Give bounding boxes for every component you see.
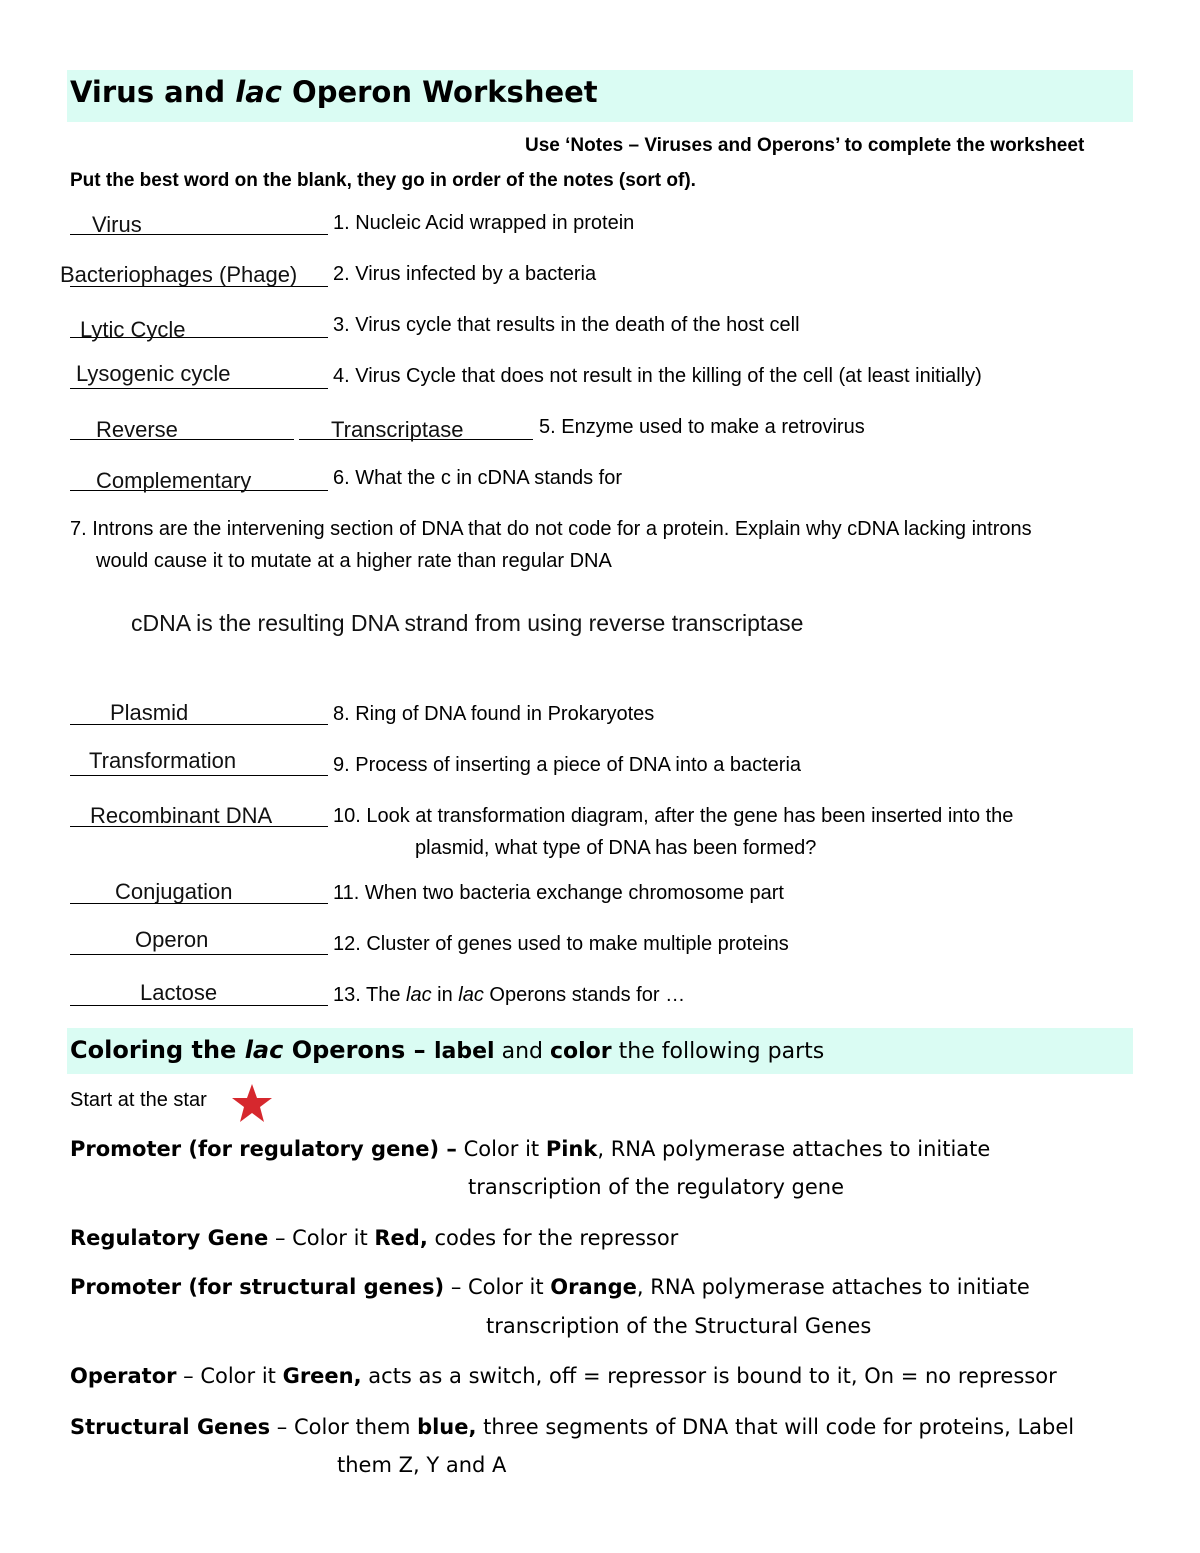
- answer-2: Bacteriophages (Phage): [60, 262, 298, 287]
- answer-3: Lytic Cycle: [80, 317, 186, 342]
- part-promoter-regulatory-line2: transcription of the regulatory gene: [468, 1175, 845, 1199]
- part-regulatory-gene: Regulatory Gene – Color it Red, codes for the repressor: [70, 1226, 679, 1250]
- question-1: 1. Nucleic Acid wrapped in protein: [333, 212, 635, 234]
- question-13: 13. The lac in lac Operons stands for …: [333, 984, 686, 1006]
- question-11: 11. When two bacteria exchange chromosome part: [333, 882, 784, 904]
- part-operator: Operator – Color it Green, acts as a switch, off = repressor is bound to it, On = no repressor: [70, 1364, 1057, 1388]
- section-heading: Coloring the lac Operons – label and color the following parts: [70, 1036, 825, 1064]
- answer-blank-4: [70, 388, 328, 389]
- start-text: Start at the star: [70, 1089, 207, 1111]
- answer-12: Operon: [135, 927, 209, 952]
- question-8: 8. Ring of DNA found in Prokaryotes: [333, 703, 655, 725]
- part-promoter-structural-line2: transcription of the Structural Genes: [486, 1314, 872, 1338]
- part-promoter-structural: Promoter (for structural genes) – Color it Orange, RNA polymerase attaches to initiate: [70, 1275, 1030, 1299]
- question-10-line1: 10. Look at transformation diagram, after the gene has been inserted into the: [333, 805, 1014, 827]
- answer-5b: Transcriptase: [331, 417, 464, 442]
- answer-10: Recombinant DNA: [90, 803, 273, 828]
- answer-1: Virus: [92, 212, 142, 237]
- question-6: 6. What the c in cDNA stands for: [333, 467, 623, 489]
- answer-5a: Reverse: [96, 417, 178, 442]
- question-3: 3. Virus cycle that results in the death of the host cell: [333, 314, 800, 336]
- answer-4: Lysogenic cycle: [76, 361, 231, 386]
- question-12: 12. Cluster of genes used to make multiple proteins: [333, 933, 789, 955]
- question-9: 9. Process of inserting a piece of DNA into a bacteria: [333, 754, 802, 776]
- question-7-line1: 7. Introns are the intervening section of DNA that do not code for a protein. Explain why cDNA lacking introns: [70, 518, 1032, 540]
- blank-instruction: Put the best word on the blank, they go in order of the notes (sort of).: [70, 170, 696, 191]
- question-2: 2. Virus infected by a bacteria: [333, 263, 597, 285]
- answer-7: cDNA is the resulting DNA strand from using reverse transcriptase: [131, 610, 804, 636]
- question-10-line2: plasmid, what type of DNA has been formed?: [415, 837, 817, 859]
- answer-blank-9: [70, 775, 328, 776]
- answer-11: Conjugation: [115, 879, 233, 904]
- part-structural-genes-line2: them Z, Y and A: [337, 1453, 507, 1477]
- question-5: 5. Enzyme used to make a retrovirus: [539, 416, 865, 438]
- question-4: 4. Virus Cycle that does not result in the killing of the cell (at least initially): [333, 365, 982, 387]
- answer-blank-8: [70, 724, 328, 725]
- star-icon: [230, 1082, 274, 1129]
- answer-8: Plasmid: [110, 700, 189, 725]
- part-structural-genes: Structural Genes – Color them blue, three segments of DNA that will code for proteins, Label: [70, 1415, 1075, 1439]
- answer-6: Complementary: [96, 468, 252, 493]
- part-promoter-regulatory: Promoter (for regulatory gene) – Color it Pink, RNA polymerase attaches to initiate: [70, 1137, 991, 1161]
- question-7-line2: would cause it to mutate at a higher rate than regular DNA: [96, 550, 612, 572]
- answer-blank-12: [70, 954, 328, 955]
- page-title: Virus and lac Operon Worksheet: [70, 75, 598, 109]
- answer-13: Lactose: [140, 980, 218, 1005]
- answer-9: Transformation: [89, 748, 237, 773]
- notes-instruction: Use ‘Notes – Viruses and Operons’ to complete the worksheet: [525, 135, 1085, 156]
